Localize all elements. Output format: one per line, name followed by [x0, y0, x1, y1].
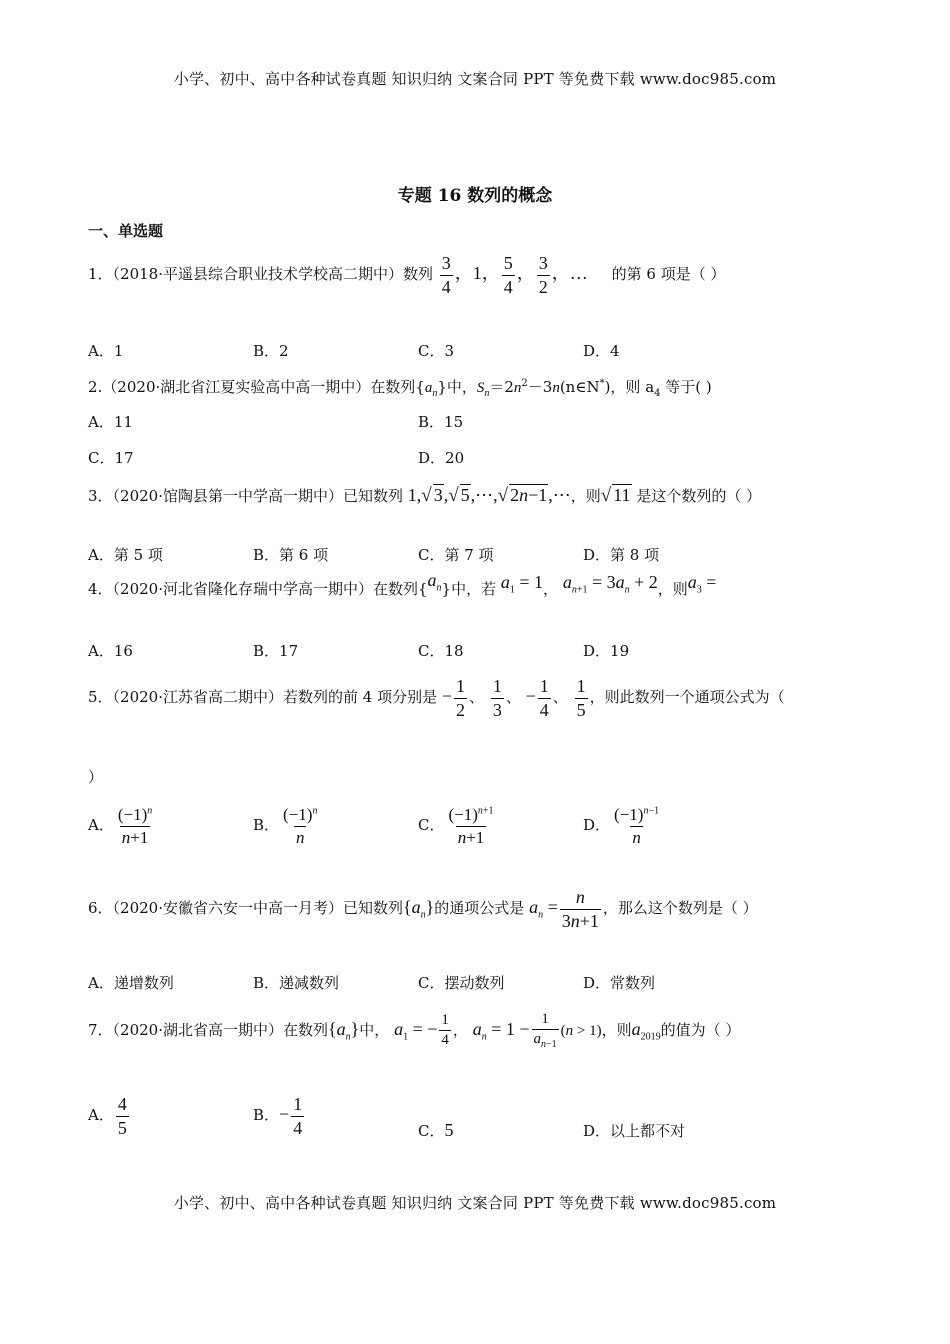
q3-option-d: D．第 8 项 [583, 546, 660, 564]
q2-end: 等于( ) [660, 378, 712, 396]
q4-mid3: ，则 [657, 580, 688, 598]
q5-suffix: ，则此数列一个通项公式为（ [589, 688, 785, 707]
q1-option-b: B．2 [253, 342, 289, 360]
q3-mid: ，则 [570, 487, 601, 505]
q6-mid: 的通项公式是 [434, 899, 525, 918]
page-title: 专题 16 数列的概念 [397, 186, 553, 206]
question-5: 5．（2020·江苏省高二期中）若数列的前 4 项分别是 − $\frac{1}{2}$ 、 $\frac{1}{3}$ 、 − $\frac{1}{4}$ 、 $\frac{1}{5}$ ，则此数列一个通项公式为（ [88, 676, 785, 720]
q4-mid2: ， [543, 580, 559, 598]
q5-option-b: B． $\frac{(-1)^n}{n}$ [253, 805, 318, 847]
q1-option-c: C．3 [418, 342, 455, 360]
question-4: 4．（2020·河北省隆化存瑞中学高一期中）在数列$\{a_n\}$中，若 $a_1 = 1$， $a_{n+1} = 3a_n + 2$，则$a_3$ = [88, 570, 717, 598]
q1-frac-5-4: $\frac{5}{4}$ [503, 253, 513, 297]
q5-option-c: C． $\frac{(-1)^{n+1}}{n+1}$ [418, 805, 494, 847]
q3-sequence: 1,√ 3,√ 5,⋯,√ 2n−1,⋯ [407, 485, 571, 506]
q6-option-b: B．递减数列 [253, 974, 340, 992]
q6-option-c: C．摆动数列 [418, 974, 505, 992]
section-heading: 一、单选题 [88, 222, 164, 240]
q2-mid2: (n∈N [559, 378, 600, 396]
q6-option-d: D．常数列 [583, 974, 656, 992]
q3-stem: 3．（2020·馆陶县第一中学高一期中）已知数列 [88, 487, 403, 505]
question-3: 3．（2020·馆陶县第一中学高一期中）已知数列 1,√ 3,√ 5,⋯,√ 2n−1,⋯，则√ 11 是这个数列的（ ） [88, 485, 762, 506]
q4-stem: 4．（2020·河北省隆化存瑞中学高一期中）在数列{ [88, 580, 428, 598]
q6-option-a: A．递增数列 [88, 974, 174, 992]
q7-stem: 7．（2020·湖北省高一期中）在数列 [88, 1020, 328, 1039]
q3-option-a: A．第 5 项 [88, 546, 163, 564]
q5-option-d: D． $\frac{(-1)^{n-1}}{n}$ [583, 805, 660, 847]
q2-suffix: )，则 a [604, 378, 655, 396]
q1-frac-3-2: $\frac{3}{2}$ [538, 253, 548, 297]
q6-suffix: ，那么这个数列是（ ） [602, 899, 758, 918]
q2-option-b: B．15 [418, 413, 464, 431]
q2-option-a: A．11 [88, 413, 133, 431]
q1-stem: 1．（2018·平遥县综合职业技术学校高二期中）数列 [88, 265, 433, 284]
q7-option-d: D．以上都不对 [583, 1122, 686, 1140]
q1-option-d: D．4 [583, 342, 620, 360]
q6-stem: 6．（2020·安徽省六安一中高一月考）已知数列 [88, 899, 403, 918]
q2-mid1: }中， [437, 378, 477, 396]
page-header: 小学、初中、高中各种试卷真题 知识归纳 文案合同 PPT 等免费下载 www.doc985.com [173, 70, 777, 88]
q4-option-c: C．18 [418, 642, 464, 660]
question-7: 7．（2020·湖北省高一期中）在数列$\{a_n\}$中， $a_1$ = − $\frac{1}{4}$ ， $a_n = 1$ − $\frac{1}{a_{n-1}}$ (n > 1)，则$a_{2019}$的值为（ ） [88, 1011, 741, 1051]
q3-option-c: C．第 7 项 [418, 546, 494, 564]
q4-option-d: D．19 [583, 642, 630, 660]
q2-option-d: D．20 [418, 449, 465, 467]
question-6: 6．（2020·安徽省六安一中高一月考）已知数列$\{a_n\}$的通项公式是 $a_n$ = $\frac{n}{3n+1}$ ，那么这个数列是（ ） [88, 887, 758, 931]
q2-stem: 2.（2020·湖北省江夏实验高中高一期中）在数列{ [88, 378, 425, 396]
q7-option-c: C．5 [418, 1120, 454, 1140]
q7-option-b: B．− $\frac{1}{4}$ [253, 1094, 303, 1138]
q1-frac-3-4: $\frac{3}{4}$ [441, 253, 451, 297]
q4-option-a: A．16 [88, 642, 133, 660]
q7-suffix: 的值为（ ） [660, 1020, 741, 1039]
q5-close: ） [88, 768, 104, 786]
q5-option-a: A． $\frac{(-1)^n}{n+1}$ [88, 805, 153, 847]
q7-mid1: 中， [359, 1020, 390, 1039]
q4-option-b: B．17 [253, 642, 299, 660]
q1-option-a: A．1 [88, 342, 124, 360]
page-footer: 小学、初中、高中各种试卷真题 知识归纳 文案合同 PPT 等免费下载 www.doc985.com [173, 1194, 777, 1212]
q1-suffix: 的第 6 项是（ ） [611, 265, 726, 284]
question-2: 2.（2020·湖北省江夏实验高中高一期中）在数列$\{a_n\}$中，$S_n=2n^2-3n(n\in N^*)$，则 $a_4$ 等于( ) [88, 378, 712, 399]
q3-suffix: 是这个数列的（ ） [636, 487, 762, 505]
q4-mid1: }中，若 [441, 580, 497, 598]
question-1: 1．（2018·平遥县综合职业技术学校高二期中）数列 $\frac{3}{4}$ ，1， $\frac{5}{4}$ ， $\frac{3}{2}$ ，… 的第 6 项是（ ） [88, 253, 726, 297]
q5-stem: 5．（2020·江苏省高二期中）若数列的前 4 项分别是 [88, 688, 438, 707]
q3-option-b: B．第 6 项 [253, 546, 329, 564]
q7-option-a: A． $\frac{4}{5}$ [88, 1094, 127, 1138]
q7-mid2: ， [452, 1020, 468, 1039]
q2-option-c: C．17 [88, 449, 134, 467]
q7-mid3: ，则 [601, 1020, 632, 1039]
